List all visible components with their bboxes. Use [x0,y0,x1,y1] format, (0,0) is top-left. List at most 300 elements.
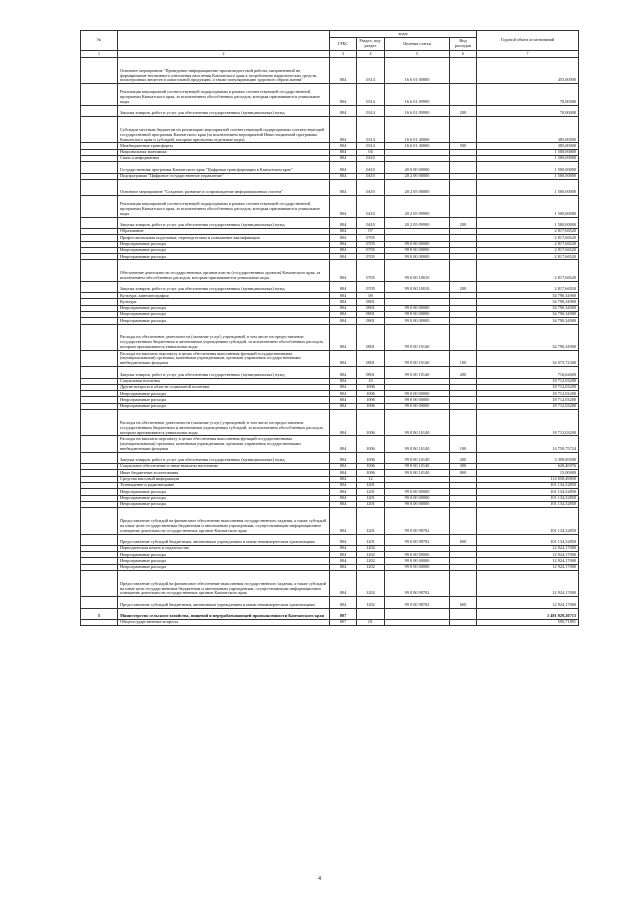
row-number [81,196,118,217]
row-name: Непрограммные расходы [118,254,330,260]
row-name: Основное мероприятие "Создание, развитие и сопровождение информационных систем" [118,179,330,195]
row-grbs: 804 [330,501,357,507]
row-amount: 70,00000 [477,105,579,116]
row-number [81,117,118,143]
row-kind: 200 [450,452,477,463]
row-amount: 34 790,34900 [477,293,579,299]
row-section: 0410 [357,162,385,173]
row-section: 0801 [357,324,385,350]
row-amount: 1 500,00000 [477,196,579,217]
row-name: Реализация мероприятий соответствующей подпрограммы в рамках соответствующей государственной программы Камчатского края, за исключением обособленных расходов, которым присваиваются уникальные коды [118,84,330,105]
row-target: 99 0 00 10140 [385,452,450,463]
row-section: 1202 [357,552,385,558]
row-amount: 716,62600 [477,367,579,378]
row-target [385,619,450,625]
row-amount: 34 790,34900 [477,312,579,318]
row-target: 99 0 00 00000 [385,312,450,318]
row-section: 1201 [357,495,385,501]
colnum-3: 3 [330,51,357,58]
row-kind: 800 [450,470,477,476]
table-row [81,410,579,436]
row-grbs: 804 [330,410,357,436]
row-kind [450,619,477,625]
row-name: Непрограммные расходы [118,241,330,247]
row-section: 0410 [357,196,385,217]
row-name: Телевидение и радиовещание [118,482,330,488]
row-section: 0705 [357,235,385,241]
row-name: Непрограммные расходы [118,558,330,564]
row-amount: 2 817,66520 [477,260,579,281]
document-page [80,30,578,626]
row-amount: 385,00000 [477,117,579,143]
row-grbs: 804 [330,391,357,397]
row-amount: 18 712,03200 [477,403,579,409]
row-amount: 12 924,17000 [477,545,579,551]
row-name: Предоставление субсидий бюджетным, автономным учреждениям и иным некоммерческим организациям [118,597,330,608]
row-section: 0314 [357,58,385,84]
row-kind: 100 [450,350,477,366]
table-row [81,452,579,463]
row-grbs: 804 [330,173,357,179]
colnum-7: 7 [477,51,579,58]
colnum-1: 1 [81,51,118,58]
row-amount: 70,00000 [477,84,579,105]
row-name: Профессиональная подготовка, переподготовка и повышение квалификации [118,235,330,241]
row-section: 1202 [357,564,385,570]
row-grbs: 804 [330,476,357,482]
row-section: 0705 [357,247,385,253]
row-amount: 101 134,32850 [477,489,579,495]
row-amount: 385,00000 [477,143,579,149]
row-amount: 18 712,03200 [477,410,579,436]
header-grbs: ГРБС [330,38,357,51]
row-grbs: 804 [330,508,357,534]
row-name: Культура [118,299,330,305]
row-grbs: 804 [330,247,357,253]
row-amount: 12 924,17000 [477,558,579,564]
row-name: Расходы на обеспечение деятельности (оказание услуг) учреждений, в том числе на предоставление государственным бюджетным и автономным учреждениям субсидий, за исключением обособленных расходов, которым присваиваются уникальные коды [118,410,330,436]
row-section: 0801 [357,350,385,366]
row-kind [450,84,477,105]
row-grbs: 804 [330,464,357,470]
budget-table [80,30,579,626]
row-grbs: 804 [330,217,357,228]
row-grbs: 804 [330,564,357,570]
row-name: Социальное обеспечение и иные выплаты населению [118,464,330,470]
row-name: Министерство сельского хозяйства, пищевой и перерабатывающей промышленности Камчатского края [118,608,330,619]
row-grbs: 804 [330,299,357,305]
row-target: 99 0 00 10140 [385,410,450,436]
row-amount: 101 134,32850 [477,482,579,488]
row-grbs: 804 [330,305,357,311]
row-amount: 101 134,32850 [477,534,579,545]
row-amount: 2 817,66520 [477,281,579,292]
row-number [81,260,118,281]
table-row [81,534,579,545]
row-kind: 600 [450,534,477,545]
row-number [81,534,118,545]
row-name: Подпрограмма "Цифровое государственное управление" [118,173,330,179]
row-kind: 500 [450,143,477,149]
row-target: 99 0 00 00000 [385,305,450,311]
row-kind: 100 [450,436,477,452]
row-kind: 200 [450,105,477,116]
row-kind: 200 [450,217,477,228]
row-name: Национальная экономика [118,149,330,155]
row-kind [450,410,477,436]
row-kind [450,571,477,597]
row-amount: 12 924,17000 [477,552,579,558]
row-name: Предоставление субсидий на финансовое обеспечение выполнения государственного задания, а также субсидий на иные цели государственным бюджетным и автономным учреждениям, осуществляющим информационное освещение деятельности государственных органов Камчатского края [118,508,330,534]
row-name: Связь и информатика [118,156,330,162]
row-grbs: 804 [330,281,357,292]
row-section: 1006 [357,397,385,403]
row-section: 1202 [357,558,385,564]
row-amount: 1 500,00000 [477,156,579,162]
row-grbs: 804 [330,260,357,281]
row-target: 16 6 01 40060 [385,117,450,143]
row-amount: 1 500,00000 [477,149,579,155]
row-grbs: 804 [330,350,357,366]
row-target: 99 0 00 00000 [385,495,450,501]
row-section: 1201 [357,508,385,534]
row-kind: 200 [450,367,477,378]
row-target: 99 0 00 00000 [385,254,450,260]
row-amount: 34 790,34900 [477,324,579,350]
row-amount: 1 500,00000 [477,179,579,195]
row-kind [450,162,477,173]
row-section: 0410 [357,179,385,195]
row-name: Непрограммные расходы [118,312,330,318]
row-grbs: 804 [330,403,357,409]
row-amount: 3 308,80500 [477,452,579,463]
row-section: 0410 [357,173,385,179]
row-number [81,436,118,452]
row-target: 20 0 00 00000 [385,162,450,173]
row-amount: 1 500,00000 [477,173,579,179]
row-kind: 300 [450,464,477,470]
row-amount: 1 500,00000 [477,162,579,173]
row-section: 1202 [357,545,385,551]
row-target: 16 6 01 09990 [385,105,450,116]
row-name: Непрограммные расходы [118,552,330,558]
row-name: Непрограммные расходы [118,247,330,253]
row-grbs: 804 [330,397,357,403]
row-grbs: 804 [330,534,357,545]
row-target: 20 2 05 09990 [385,217,450,228]
row-grbs: 804 [330,117,357,143]
row-target: 99 0 00 10140 [385,470,450,476]
row-grbs: 804 [330,452,357,463]
row-section: 1006 [357,452,385,463]
row-name: Средства массовой информации [118,476,330,482]
row-section: 0314 [357,84,385,105]
row-target: 99 0 00 00000 [385,391,450,397]
row-target: 99 0 00 00000 [385,397,450,403]
row-name: Субсидии местным бюджетам на реализацию мероприятий соответствующей подпрограммы соответствующей государственной программы Камчатского края (за исключением мероприятий Инвестиционной программы Камчатского края и субсидий, которым присвоены отдельные коды) [118,117,330,143]
row-kind [450,324,477,350]
row-name: Непрограммные расходы [118,397,330,403]
row-kind: 600 [450,597,477,608]
row-target: 99 0 00 00000 [385,564,450,570]
row-number [81,367,118,378]
row-grbs: 804 [330,558,357,564]
row-section: 1201 [357,534,385,545]
row-grbs: 804 [330,254,357,260]
row-grbs: 804 [330,58,357,84]
row-amount: 12 924,17000 [477,564,579,570]
row-target: 99 0 00 00000 [385,489,450,495]
row-number [81,179,118,195]
row-name: Межбюджетные трансферты [118,143,330,149]
row-section: 1006 [357,403,385,409]
row-number [81,597,118,608]
row-section: 0314 [357,143,385,149]
row-number: 5 [81,608,118,619]
row-amount: 2 817,66520 [477,235,579,241]
row-kind [450,260,477,281]
row-amount: 12 924,17000 [477,597,579,608]
row-target: 99 0 00 10010 [385,281,450,292]
column-number-row [81,51,579,58]
row-amount: 1 500,00000 [477,217,579,228]
row-grbs: 804 [330,495,357,501]
row-section: 0801 [357,299,385,305]
row-name: Периодическая печать и издательства [118,545,330,551]
row-kind [450,58,477,84]
header-section: Раздел, под-раздел [357,38,385,51]
row-grbs: 804 [330,84,357,105]
header-kind: Вид расходов [450,38,477,51]
row-section [357,608,385,619]
row-name: Непрограммные расходы [118,501,330,507]
row-name: Расходы на обеспечение деятельности (оказание услуг) учреждений, в том числе на предоставление государственным бюджетным и автономным учреждениям субсидий, за исключением обособленных расходов, которым присваиваются уникальные коды [118,324,330,350]
row-grbs: 804 [330,162,357,173]
row-number [81,350,118,366]
row-amount: 18 712,03200 [477,397,579,403]
row-section: 0801 [357,367,385,378]
row-grbs: 804 [330,318,357,324]
row-number [81,162,118,173]
row-section: 0705 [357,254,385,260]
row-number [81,281,118,292]
table-row [81,105,579,116]
row-name: Реализация мероприятий соответствующей подпрограммы в рамках соответствующей государственной программы Камчатского края, за исключением обособленных расходов, которым присваиваются уникальные коды [118,196,330,217]
row-grbs: 804 [330,235,357,241]
row-grbs: 804 [330,179,357,195]
row-name: Иные бюджетные ассигнования [118,470,330,476]
row-amount: 2 817,66520 [477,241,579,247]
row-section: 0410 [357,156,385,162]
row-section: 1201 [357,482,385,488]
table-row [81,162,579,173]
row-name: Общегосударственные вопросы [118,619,330,625]
row-amount: 12 924,17000 [477,571,579,597]
row-section: 1006 [357,410,385,436]
row-section: 1006 [357,391,385,397]
row-amount: 114 058,49850 [477,476,579,482]
table-row [81,367,579,378]
row-section: 1202 [357,597,385,608]
row-target: 99 0 00 00000 [385,403,450,409]
row-grbs: 804 [330,384,357,390]
row-grbs: 804 [330,482,357,488]
row-amount: 34 790,34900 [477,318,579,324]
row-amount: 590,71891 [477,619,579,625]
row-kind [450,608,477,619]
colnum-2: 2 [118,51,330,58]
header-target: Целевая статья [385,38,450,51]
row-grbs: 804 [330,436,357,452]
colnum-5: 5 [385,51,450,58]
row-target: 16 6 01 40060 [385,143,450,149]
row-section: 08 [357,293,385,299]
row-grbs: 807 [330,619,357,625]
row-target: 99 0 00 00000 [385,552,450,558]
row-number [81,217,118,228]
row-amount: 18 712,03200 [477,391,579,397]
row-amount: 101 134,32850 [477,501,579,507]
row-amount: 101 134,32850 [477,508,579,534]
row-grbs: 804 [330,149,357,155]
row-section: 10 [357,378,385,384]
row-amount: 628,46976 [477,464,579,470]
row-section: 0705 [357,260,385,281]
row-name: Непрограммные расходы [118,495,330,501]
row-section: 04 [357,149,385,155]
row-target: 99 0 00 98702 [385,571,450,597]
row-name: Закупка товаров, работ и услуг для обеспечения государственных (муниципальных) нужд [118,281,330,292]
row-target: 99 0 00 10140 [385,324,450,350]
row-grbs: 804 [330,228,357,234]
row-section: 0314 [357,105,385,116]
row-target: 99 0 00 10140 [385,367,450,378]
row-target: 20 2 05 00000 [385,179,450,195]
row-target: 99 0 00 98702 [385,508,450,534]
row-name: Социальная политика [118,378,330,384]
row-target: 99 0 00 10010 [385,260,450,281]
row-grbs: 804 [330,196,357,217]
row-number [81,105,118,116]
row-target: 99 0 00 98702 [385,597,450,608]
table-row [81,196,579,217]
row-amount: 2 817,66520 [477,247,579,253]
row-section: 0314 [357,117,385,143]
row-grbs: 804 [330,552,357,558]
row-grbs: 804 [330,105,357,116]
row-grbs: 804 [330,470,357,476]
row-name: Закупка товаров, работ и услуг для обеспечения государственных (муниципальных) нужд [118,105,330,116]
row-name: Предоставление субсидий бюджетным, автономным учреждениям и иным некоммерческим организациям [118,534,330,545]
row-section: 1202 [357,571,385,597]
colnum-6: 6 [450,51,477,58]
row-amount: 34 790,34900 [477,299,579,305]
row-number [81,84,118,105]
row-amount: 2 817,66520 [477,228,579,234]
row-name: Обеспечение деятельности государственных органов власти (государственных органов) Камчатского края, за исключением обособленных расходов, которым присваиваются уникальные коды [118,260,330,281]
row-target: 99 0 00 00000 [385,247,450,253]
row-section: 1006 [357,384,385,390]
row-section: 1006 [357,470,385,476]
row-target: 99 0 00 00000 [385,318,450,324]
table-row [81,84,579,105]
row-section: 0705 [357,281,385,292]
row-target: 99 0 00 00000 [385,501,450,507]
row-amount: 18 712,03200 [477,378,579,384]
row-name: Закупка товаров, работ и услуг для обеспечения государственных (муниципальных) нужд [118,217,330,228]
table-row [81,597,579,608]
row-amount: 34 790,34900 [477,305,579,311]
row-name: Другие вопросы в области социальной политики [118,384,330,390]
row-kind: 200 [450,281,477,292]
row-kind [450,117,477,143]
row-amount: 455,00000 [477,58,579,84]
row-number [81,452,118,463]
row-number [81,508,118,534]
row-name: Образование [118,228,330,234]
row-kind [450,508,477,534]
row-target: 99 0 00 10140 [385,350,450,366]
row-section: 1006 [357,436,385,452]
row-name: Культура, кинематография [118,293,330,299]
table-row [81,217,579,228]
row-target [385,608,450,619]
row-grbs: 804 [330,324,357,350]
row-target: 99 0 00 00000 [385,558,450,564]
header-num: № [81,31,118,51]
row-amount: 1 481 029,20713 [477,608,579,619]
table-row [81,619,579,625]
row-amount: 34 073,72300 [477,350,579,366]
table-row [81,508,579,534]
row-kind [450,196,477,217]
row-section: 0410 [357,217,385,228]
table-row [81,350,579,366]
row-name: Государственная программа Камчатского края "Цифровая трансформации в Камчатском крае" [118,162,330,173]
row-number [81,324,118,350]
row-amount: 101 134,32850 [477,495,579,501]
table-row [81,324,579,350]
row-name: Непрограммные расходы [118,305,330,311]
row-grbs: 804 [330,156,357,162]
row-section: 0801 [357,318,385,324]
table-row [81,58,579,84]
row-name: Закупка товаров, работ и услуг для обеспечения государственных (муниципальных) нужд [118,452,330,463]
row-grbs: 804 [330,597,357,608]
row-name: Основное мероприятие "Проведение информационно-пропагандистской работы, направленной на формирование негативного отношения населения Камчатского края к потреблению наркотических средств, психотропных веществ и алкогольной продукции, а также популяризацию здорового образа жизни" [118,58,330,84]
row-name: Расходы на выплаты персоналу в целях обеспечения выполнения функций государственными (муниципальными) органами, казенными учреждениями, органами управления государственными внебюджетными фондами [118,436,330,452]
row-amount: 18 712,03200 [477,384,579,390]
table-body [81,58,579,626]
row-grbs: 804 [330,293,357,299]
row-section: 01 [357,619,385,625]
header-codes: коды [330,31,477,38]
row-target: 20 2 00 00000 [385,173,450,179]
row-name: Непрограммные расходы [118,391,330,397]
table-row [81,179,579,195]
row-amount: 15,00000 [477,470,579,476]
row-amount: 2 817,66520 [477,254,579,260]
row-name: Предоставление субсидий на финансовое обеспечение выполнения государственного задания, а также субсидий на иные цели государственным бюджетным и автономным учреждениям, осуществляющим информационное освещение деятельности государственных органов Камчатского края [118,571,330,597]
row-name: Непрограммные расходы [118,564,330,570]
row-grbs: 804 [330,489,357,495]
table-row [81,281,579,292]
row-target: 99 0 00 10140 [385,436,450,452]
table-row [81,436,579,452]
table-row [81,117,579,143]
row-grbs: 807 [330,608,357,619]
row-target: 16 6 01 00000 [385,58,450,84]
